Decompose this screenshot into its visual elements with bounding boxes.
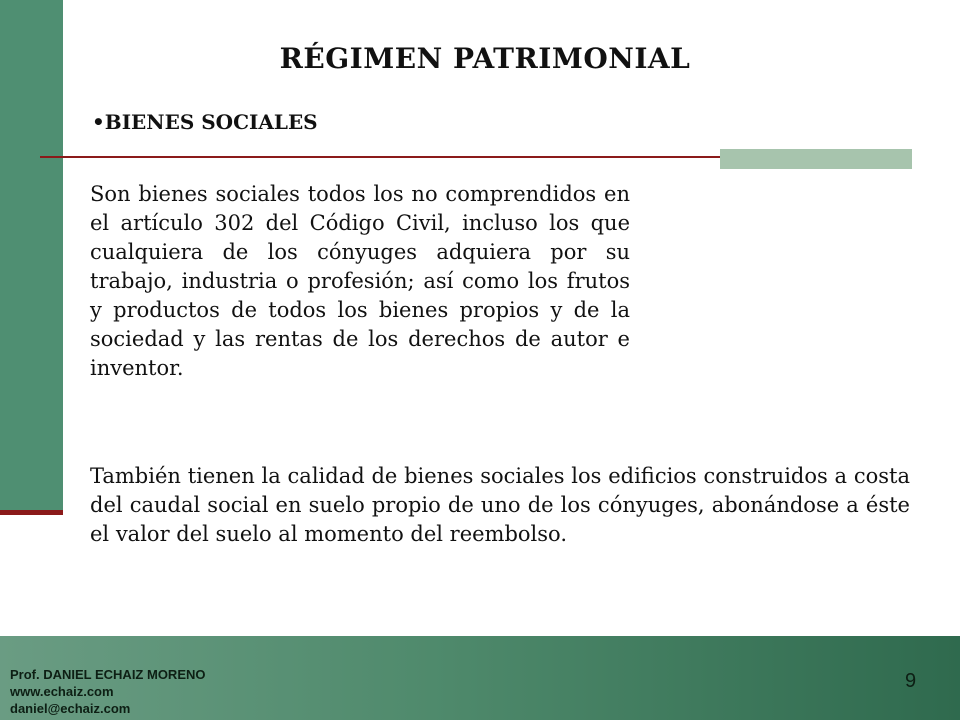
slide-title: RÉGIMEN PATRIMONIAL [279, 42, 691, 75]
left-accent-bar-edge [0, 510, 63, 515]
footer-credits [10, 666, 206, 717]
section-heading: •BIENES SOCIALES [92, 110, 318, 134]
page-number: 9 [905, 670, 917, 692]
footer-email: daniel@echaiz.com [10, 701, 131, 716]
footer-author: Prof. DANIEL ECHAIZ MORENO [10, 667, 206, 682]
divider-accent-block [720, 149, 912, 169]
paragraph-edificios: También tienen la calidad de bienes sociales los edificios construidos a costa del caudal social en suelo propio de uno de los cónyuges, abonándose a éste el valor del suelo al momento del reembolso. [90, 464, 910, 546]
paragraph-bienes-sociales: Son bienes sociales todos los no comprendidos en el artículo 302 del Código Civil, incluso los que cualquiera de los cónyuges adquiera por su trabajo, industria o profesión; así como los frutos y productos de todos los bienes propios y de la sociedad y las rentas de los derechos de autor e inventor. [90, 182, 630, 380]
footer-website: www.echaiz.com [10, 684, 114, 699]
left-accent-bar [0, 0, 63, 512]
